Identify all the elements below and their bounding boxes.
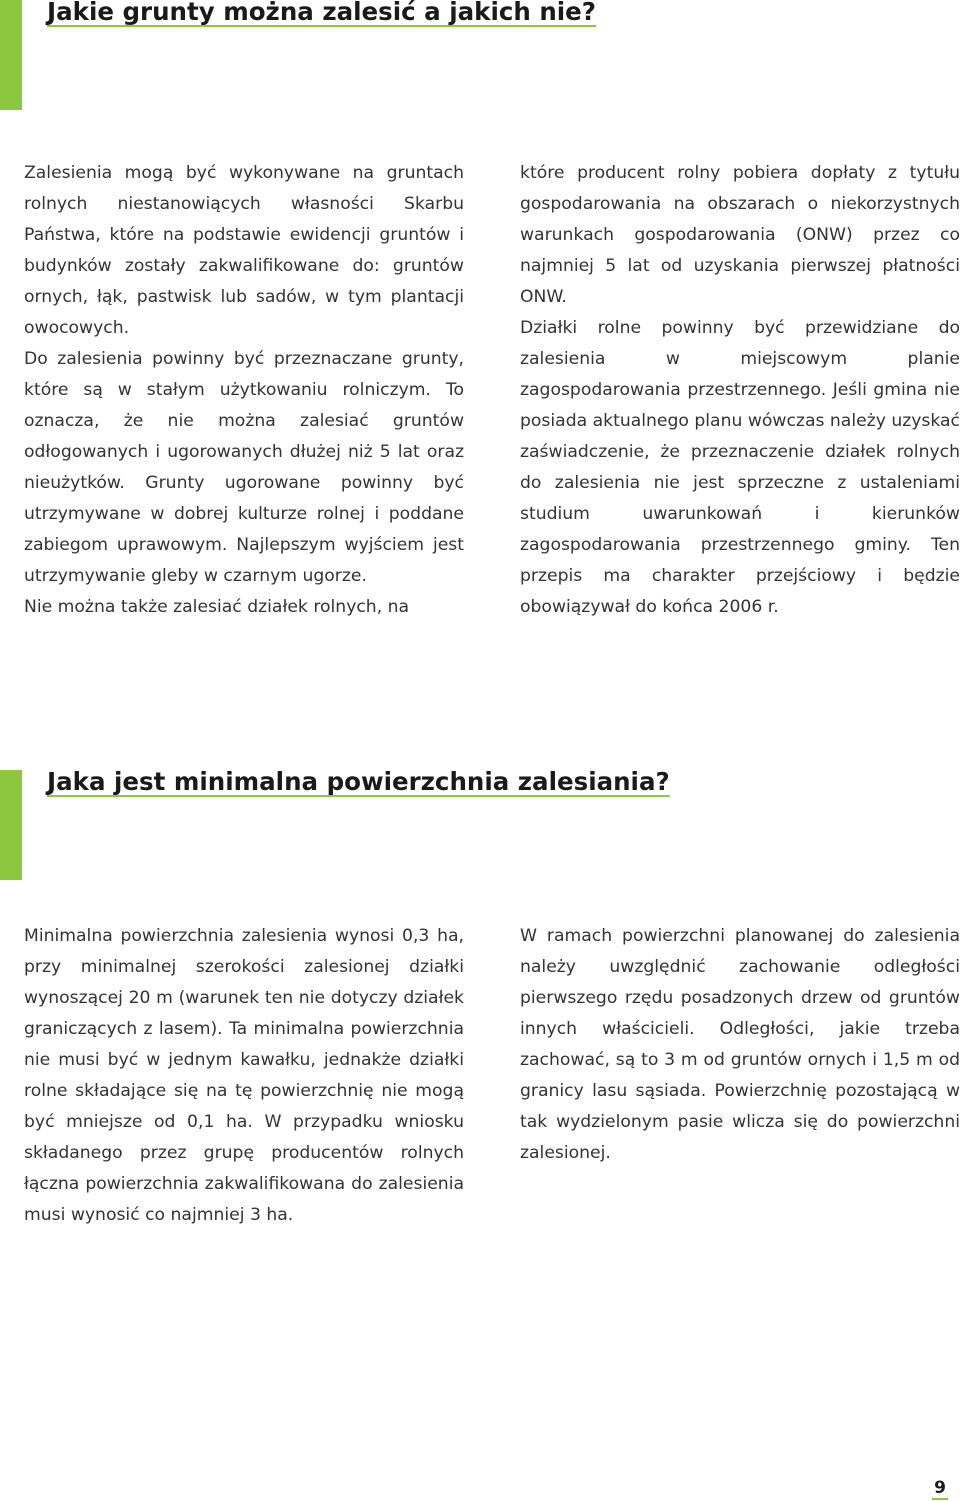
text-column-right xyxy=(520,158,960,623)
section-accent-bar xyxy=(0,0,22,110)
text-column-left xyxy=(24,921,464,1231)
paragraph: Działki rolne powinny być przewidziane do zalesienia w miejscowym planie zagospodarowania przestrzennego. Jeśli gmina nie posiada aktualnego planu wówczas należy uzyskać zaświadczenie, że przeznaczenie działek rolnych do zalesienia nie jest sprzeczne z ustaleniami studium uwarunkowań i kierunków zagospodarowania przestrzennego gminy. Ten przepis ma charakter przejściowy i będzie obowiązywał do końca 2006 r. xyxy=(520,318,960,617)
text-column-right xyxy=(520,921,960,1169)
page-number: 9 xyxy=(934,1478,946,1498)
paragraph: Minimalna powierzchnia zalesienia wynosi 0,3 ha, przy minimalnej szerokości zalesionej działki wynoszącej 20 m (warunek ten nie dotyczy działek graniczących z lasem). Ta minimalna powierzchnia nie musi być w jednym kawałku, jednakże działki rolne składające się na tę powierzchnię nie mogą być mniejsze od 0,1 ha. W przypadku wniosku składanego przez grupę producentów rolnych łączna powierzchnia zakwalifikowana do zalesienia musi wynosić co najmniej 3 ha. xyxy=(24,926,464,1225)
section-accent-bar xyxy=(0,770,22,880)
paragraph: Do zalesienia powinny być przeznaczane grunty, które są w stałym użytkowaniu rolniczym. To oznacza, że nie można zalesiać gruntów odłogowanych i ugorowanych dłużej niż 5 lat oraz nieużytków. Grunty ugorowane powinny być utrzymywane w dobrej kulturze rolnej i poddane zabiegom uprawowym. Najlepszym wyjściem jest utrzymywanie gleby w czarnym ugorze. xyxy=(24,349,464,586)
paragraph: Zalesienia mogą być wykonywane na gruntach rolnych niestanowiących własności Skarbu Państwa, które na podstawie ewidencji gruntów i budynków zostały zakwalifikowane do: gruntów ornych, łąk, pastwisk lub sadów, w tym plantacji owocowych. xyxy=(24,163,464,338)
page-number-underline xyxy=(932,1498,948,1500)
paragraph: W ramach powierzchni planowanej do zalesienia należy uwzględnić zachowanie odległości pierwszego rzędu posadzonych drzew od gruntów innych właścicieli. Odległości, jakie trzeba zachować, są to 3 m od gruntów ornych i 1,5 m od granicy lasu sąsiada. Powierzchnię pozostającą w tak wydzielonym pasie wlicza się do powierzchni zalesionej. xyxy=(520,926,960,1163)
section-heading: Jakie grunty można zalesić a jakich nie? xyxy=(47,0,597,26)
paragraph: które producent rolny pobiera dopłaty z tytułu gospodarowania na obszarach o niekorzystnych warunkach gospodarowania (ONW) przez co najmniej 5 lat od uzyskania pierwszej płatności ONW. xyxy=(520,163,960,307)
section-heading: Jaka jest minimalna powierzchnia zalesiania? xyxy=(47,767,670,796)
paragraph: Nie można także zalesiać działek rolnych, na xyxy=(24,597,410,617)
text-column-left xyxy=(24,158,464,623)
